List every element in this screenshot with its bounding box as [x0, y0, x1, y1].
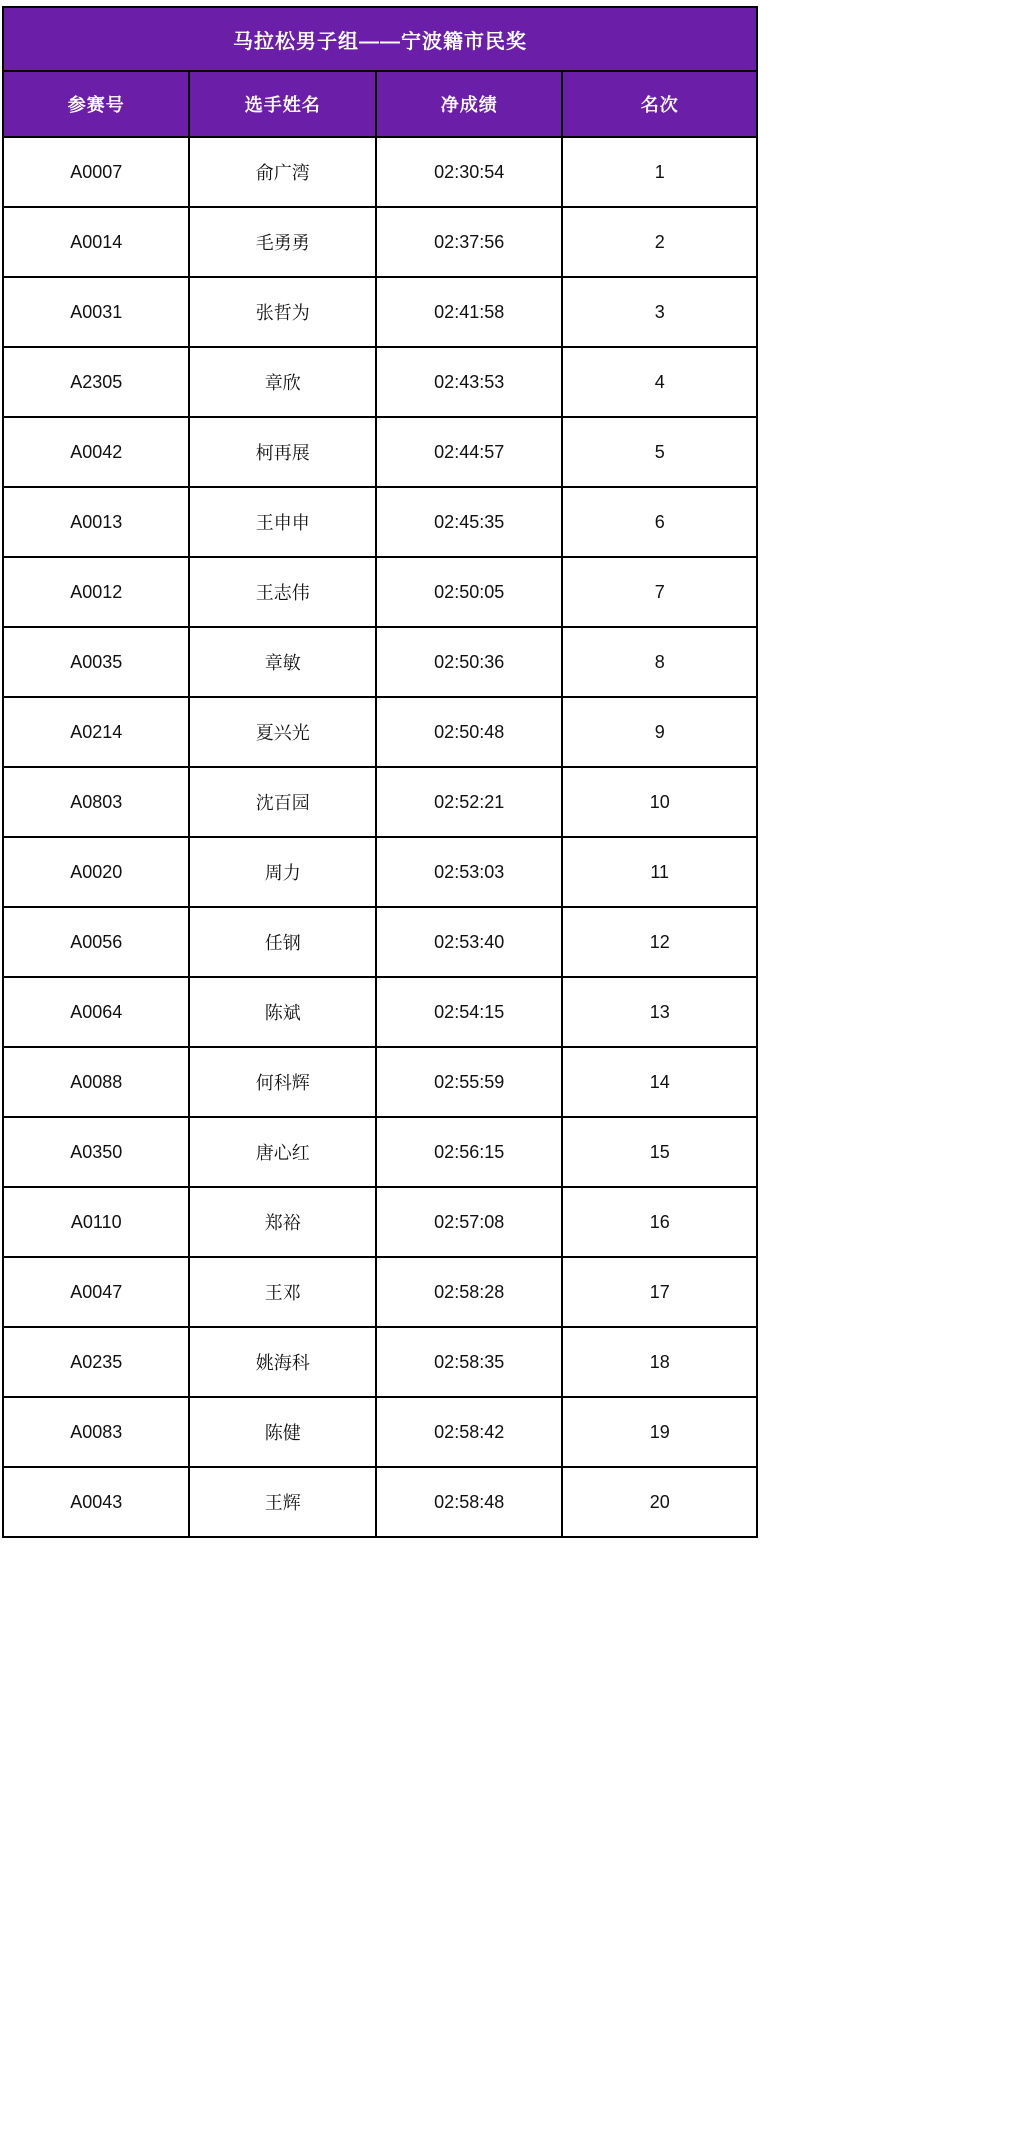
cell-rank: 6 [562, 487, 757, 557]
cell-rank: 14 [562, 1047, 757, 1117]
cell-net-time: 02:44:57 [376, 417, 562, 487]
cell-bib: A0043 [3, 1467, 189, 1537]
cell-rank: 3 [562, 277, 757, 347]
cell-net-time: 02:50:48 [376, 697, 562, 767]
results-table-wrapper [2, 6, 758, 1538]
cell-net-time: 02:54:15 [376, 977, 562, 1047]
cell-bib: A0047 [3, 1257, 189, 1327]
cell-bib: A0035 [3, 627, 189, 697]
cell-rank: 16 [562, 1187, 757, 1257]
cell-name: 郑裕 [189, 1187, 375, 1257]
cell-rank: 10 [562, 767, 757, 837]
cell-bib: A0042 [3, 417, 189, 487]
cell-name: 柯再展 [189, 417, 375, 487]
table-row [3, 557, 757, 627]
table-row [3, 1117, 757, 1187]
cell-name: 任钢 [189, 907, 375, 977]
cell-net-time: 02:58:48 [376, 1467, 562, 1537]
cell-rank: 7 [562, 557, 757, 627]
table-head [3, 7, 757, 137]
table-row [3, 1327, 757, 1397]
cell-bib: A0350 [3, 1117, 189, 1187]
table-row [3, 347, 757, 417]
cell-net-time: 02:41:58 [376, 277, 562, 347]
cell-net-time: 02:57:08 [376, 1187, 562, 1257]
cell-bib: A0083 [3, 1397, 189, 1467]
cell-name: 章敏 [189, 627, 375, 697]
cell-rank: 4 [562, 347, 757, 417]
cell-rank: 18 [562, 1327, 757, 1397]
cell-rank: 19 [562, 1397, 757, 1467]
cell-name: 张哲为 [189, 277, 375, 347]
cell-net-time: 02:58:28 [376, 1257, 562, 1327]
table-row [3, 207, 757, 277]
cell-rank: 20 [562, 1467, 757, 1537]
table-row [3, 907, 757, 977]
cell-bib: A0803 [3, 767, 189, 837]
cell-net-time: 02:30:54 [376, 137, 562, 207]
cell-net-time: 02:56:15 [376, 1117, 562, 1187]
cell-rank: 9 [562, 697, 757, 767]
cell-name: 陈健 [189, 1397, 375, 1467]
table-title: 马拉松男子组——宁波籍市民奖 [3, 7, 757, 71]
cell-name: 王邓 [189, 1257, 375, 1327]
cell-name: 毛勇勇 [189, 207, 375, 277]
cell-name: 唐心红 [189, 1117, 375, 1187]
column-header-rank: 名次 [562, 71, 757, 137]
cell-name: 夏兴光 [189, 697, 375, 767]
cell-rank: 11 [562, 837, 757, 907]
cell-bib: A0012 [3, 557, 189, 627]
cell-bib: A0088 [3, 1047, 189, 1117]
cell-net-time: 02:52:21 [376, 767, 562, 837]
cell-bib: A0031 [3, 277, 189, 347]
cell-rank: 2 [562, 207, 757, 277]
cell-bib: A2305 [3, 347, 189, 417]
table-row [3, 837, 757, 907]
cell-net-time: 02:43:53 [376, 347, 562, 417]
cell-name: 俞广湾 [189, 137, 375, 207]
cell-bib: A0014 [3, 207, 189, 277]
table-row [3, 487, 757, 557]
cell-name: 姚海科 [189, 1327, 375, 1397]
cell-bib: A0007 [3, 137, 189, 207]
cell-bib: A0013 [3, 487, 189, 557]
column-header-net-time: 净成绩 [376, 71, 562, 137]
cell-bib: A0056 [3, 907, 189, 977]
table-row [3, 697, 757, 767]
table-row [3, 1257, 757, 1327]
cell-net-time: 02:45:35 [376, 487, 562, 557]
cell-name: 王志伟 [189, 557, 375, 627]
cell-name: 陈斌 [189, 977, 375, 1047]
table-row [3, 1467, 757, 1537]
cell-name: 周力 [189, 837, 375, 907]
table-row [3, 977, 757, 1047]
results-table [2, 6, 758, 1538]
table-row [3, 1187, 757, 1257]
cell-bib: A0110 [3, 1187, 189, 1257]
table-row [3, 417, 757, 487]
cell-rank: 13 [562, 977, 757, 1047]
cell-net-time: 02:58:35 [376, 1327, 562, 1397]
table-title-row [3, 7, 757, 71]
cell-name: 王申申 [189, 487, 375, 557]
cell-net-time: 02:53:03 [376, 837, 562, 907]
cell-rank: 12 [562, 907, 757, 977]
cell-bib: A0064 [3, 977, 189, 1047]
column-header-bib: 参赛号 [3, 71, 189, 137]
cell-net-time: 02:58:42 [376, 1397, 562, 1467]
column-header-name: 选手姓名 [189, 71, 375, 137]
cell-name: 何科辉 [189, 1047, 375, 1117]
cell-rank: 1 [562, 137, 757, 207]
cell-rank: 8 [562, 627, 757, 697]
table-body [3, 137, 757, 1537]
cell-bib: A0235 [3, 1327, 189, 1397]
cell-bib: A0214 [3, 697, 189, 767]
cell-name: 沈百园 [189, 767, 375, 837]
cell-name: 章欣 [189, 347, 375, 417]
cell-net-time: 02:53:40 [376, 907, 562, 977]
cell-bib: A0020 [3, 837, 189, 907]
table-header-row [3, 71, 757, 137]
cell-rank: 17 [562, 1257, 757, 1327]
table-row [3, 627, 757, 697]
table-row [3, 137, 757, 207]
cell-name: 王辉 [189, 1467, 375, 1537]
table-row [3, 277, 757, 347]
table-row [3, 767, 757, 837]
cell-net-time: 02:55:59 [376, 1047, 562, 1117]
cell-net-time: 02:37:56 [376, 207, 562, 277]
table-row [3, 1047, 757, 1117]
table-row [3, 1397, 757, 1467]
cell-net-time: 02:50:05 [376, 557, 562, 627]
cell-net-time: 02:50:36 [376, 627, 562, 697]
cell-rank: 15 [562, 1117, 757, 1187]
cell-rank: 5 [562, 417, 757, 487]
